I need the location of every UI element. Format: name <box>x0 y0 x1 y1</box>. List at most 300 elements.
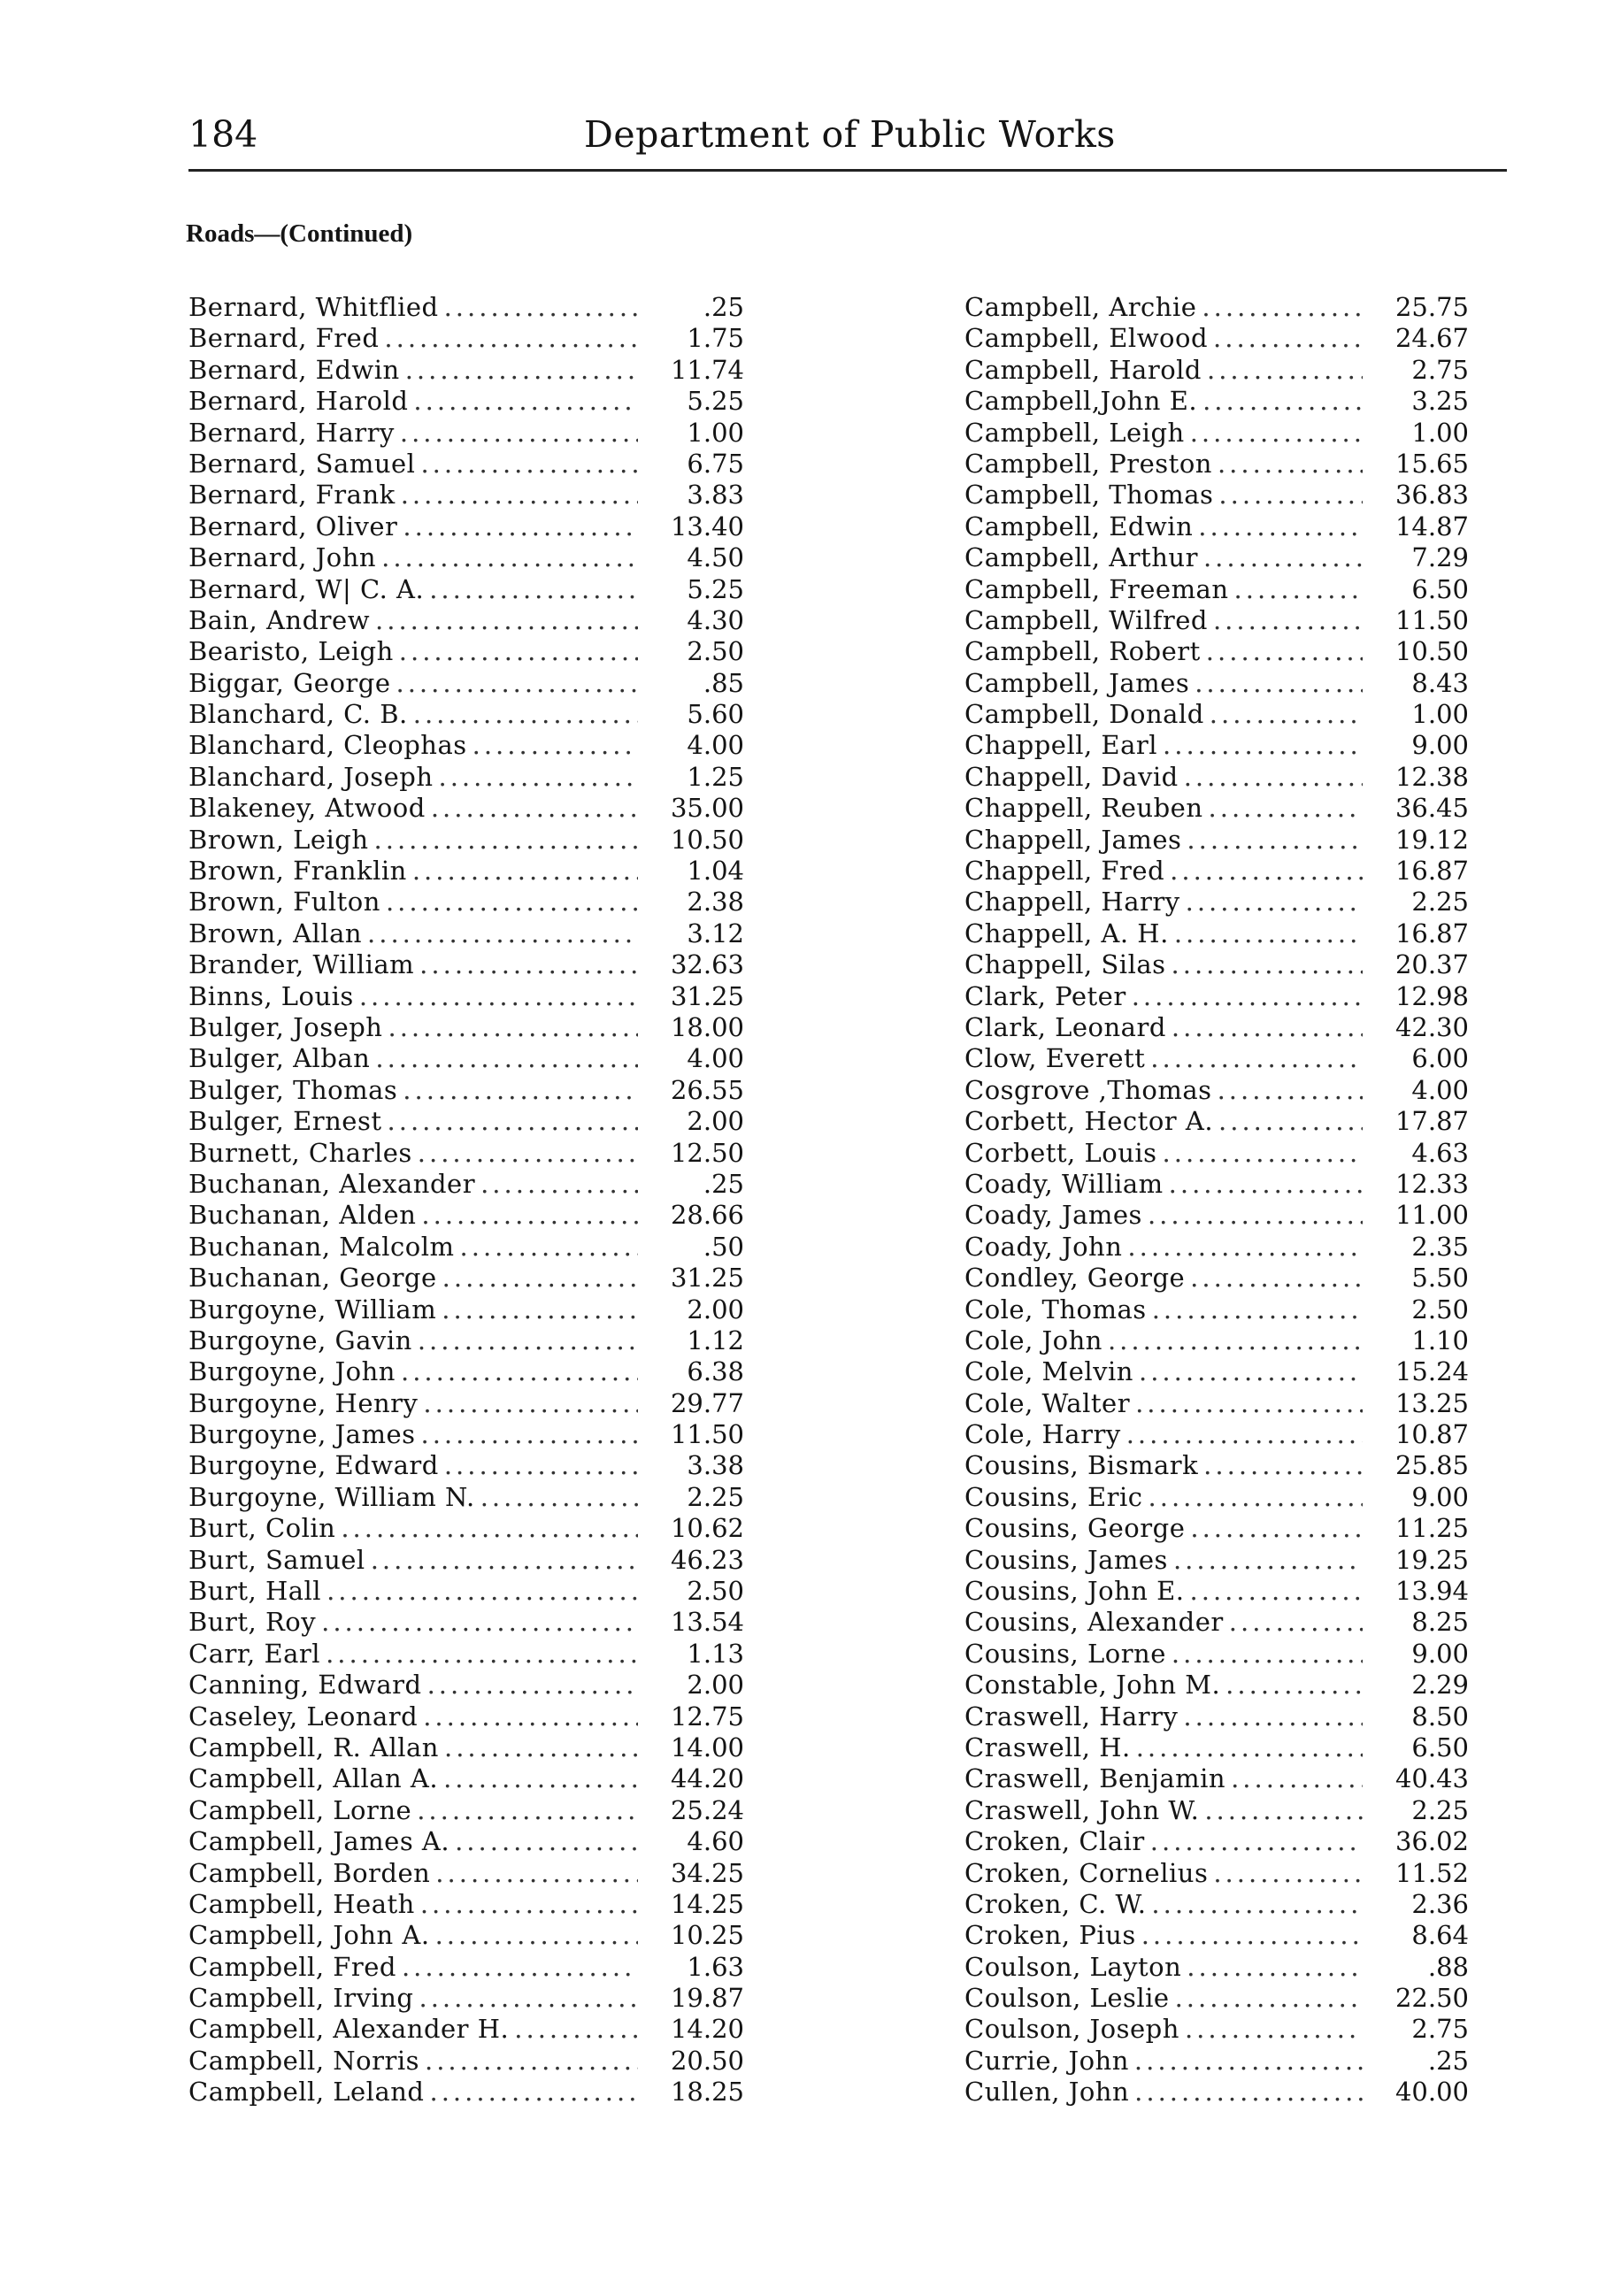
dot-leader <box>396 1356 638 1387</box>
list-item <box>964 1607 1469 1638</box>
list-item <box>964 636 1469 667</box>
list-item <box>188 418 744 449</box>
entry-name: Campbell, Archie <box>964 292 1197 322</box>
entry-amount: 31.25 <box>670 1263 744 1294</box>
entry-amount: 11.52 <box>1394 1857 1469 1888</box>
entry-amount: .88 <box>1427 1951 1469 1982</box>
dot-leader <box>416 1419 639 1450</box>
entry-name: Cousins, John E. <box>964 1576 1185 1607</box>
entry-name: Constable, John M. <box>964 1670 1221 1701</box>
entry-amount: 3.83 <box>687 480 744 511</box>
list-item <box>188 574 744 605</box>
list-item <box>188 699 744 730</box>
dot-leader <box>1169 918 1363 949</box>
dot-leader <box>1180 887 1363 918</box>
entry-amount: 6.38 <box>687 1356 744 1387</box>
dot-leader <box>370 605 638 636</box>
list-item <box>188 1513 744 1544</box>
entry-amount: 34.25 <box>670 1857 744 1888</box>
dot-leader <box>426 793 638 824</box>
entry-amount: 8.25 <box>1411 1607 1469 1638</box>
list-item <box>188 1701 744 1732</box>
entry-amount: 7.29 <box>1411 542 1469 573</box>
entry-name: Campbell, Irving <box>188 1983 414 2014</box>
entry-amount: 2.00 <box>687 1294 744 1325</box>
entry-amount: 4.63 <box>1411 1137 1469 1168</box>
list-item <box>188 1043 744 1074</box>
entry-amount: 1.25 <box>687 761 744 792</box>
entry-amount: 4.00 <box>1411 1074 1469 1105</box>
entry-amount: 10.50 <box>1394 636 1469 667</box>
page-number: 184 <box>188 113 258 156</box>
entry-name: Campbell, Allan A. <box>188 1763 439 1794</box>
dot-leader <box>407 856 638 887</box>
entry-amount: 1.75 <box>687 323 744 354</box>
dot-leader <box>1213 1106 1363 1137</box>
entry-name: Cousins, Bismark <box>964 1450 1199 1481</box>
dot-leader <box>1179 2014 1363 2045</box>
entry-name: Carr, Earl <box>188 1638 321 1669</box>
list-item <box>188 2046 744 2077</box>
list-item <box>964 856 1469 887</box>
entry-name: Cousins, James <box>964 1544 1168 1575</box>
dot-leader <box>365 1545 638 1576</box>
entry-name: Burt, Roy <box>188 1607 317 1638</box>
entry-amount: 1.63 <box>687 1951 744 1982</box>
dot-leader <box>418 1701 638 1732</box>
dot-leader <box>1166 1639 1363 1670</box>
list-item <box>964 1858 1469 1889</box>
list-item <box>188 1795 744 1826</box>
dot-leader <box>1197 386 1363 417</box>
entry-name: Bernard, Edwin <box>188 354 400 385</box>
entry-name: Campbell, Leigh <box>964 417 1185 448</box>
list-item <box>964 730 1469 761</box>
dot-leader <box>430 1858 638 1889</box>
entry-amount: 19.87 <box>670 1983 744 2014</box>
entry-amount: 2.29 <box>1411 1670 1469 1701</box>
list-item <box>964 323 1469 354</box>
list-item <box>964 605 1469 636</box>
dot-leader <box>1164 1169 1363 1200</box>
entry-amount: 6.00 <box>1411 1043 1469 1074</box>
entry-amount: 3.25 <box>1411 386 1469 417</box>
list-item <box>188 1419 744 1450</box>
entry-amount: .25 <box>1427 2045 1469 2076</box>
dot-leader <box>1168 1545 1363 1576</box>
list-item <box>188 1826 744 1857</box>
entry-amount: 5.50 <box>1411 1263 1469 1294</box>
dot-leader <box>424 2077 638 2108</box>
entry-amount: 1.00 <box>1411 699 1469 730</box>
entry-name: Chappell, Silas <box>964 949 1166 980</box>
list-item <box>188 2077 744 2108</box>
entry-name: Cole, John <box>964 1325 1102 1355</box>
entry-amount: 18.00 <box>670 1011 744 1042</box>
entry-name: Campbell, Harold <box>964 354 1202 385</box>
entry-name: Cole, Melvin <box>964 1356 1133 1387</box>
entry-name: Burgoyne, Gavin <box>188 1325 412 1355</box>
entry-name: Campbell, Freeman <box>964 573 1229 604</box>
entry-name: Croken, Cornelius <box>964 1857 1209 1888</box>
dot-leader <box>419 2046 638 2077</box>
dot-leader <box>1133 1356 1363 1387</box>
dot-leader <box>1178 1701 1363 1732</box>
list-item <box>188 511 744 542</box>
entry-amount: 19.25 <box>1394 1544 1469 1575</box>
list-item <box>188 542 744 573</box>
entry-name: Bulger, Joseph <box>188 1011 383 1042</box>
entry-name: Bernard, Harry <box>188 417 395 448</box>
list-item <box>964 1639 1469 1670</box>
list-item <box>964 918 1469 949</box>
list-item <box>964 1513 1469 1544</box>
left-column-list <box>188 292 744 2108</box>
dot-leader <box>1181 825 1363 856</box>
list-item <box>188 1169 744 1200</box>
list-item <box>188 1450 744 1481</box>
entry-name: Cousins, Alexander <box>964 1607 1224 1638</box>
dot-leader <box>1130 1388 1363 1419</box>
entry-name: Clow, Everett <box>964 1043 1146 1074</box>
entry-name: Campbell, Thomas <box>964 480 1214 511</box>
dot-leader <box>1126 981 1363 1012</box>
entry-amount: 1.04 <box>687 856 744 887</box>
entry-amount: 11.74 <box>670 354 744 385</box>
list-item <box>188 386 744 417</box>
list-item <box>964 1545 1469 1576</box>
entry-name: Clark, Peter <box>964 980 1126 1011</box>
entry-name: Brown, Allan <box>188 918 363 948</box>
list-item <box>188 856 744 887</box>
dot-leader <box>1212 1075 1363 1106</box>
list-item <box>188 1263 744 1294</box>
dot-leader <box>1203 793 1363 824</box>
dot-leader <box>1185 1576 1363 1607</box>
entry-amount: 2.75 <box>1411 2014 1469 2045</box>
entry-name: Campbell, Robert <box>964 636 1201 667</box>
list-item <box>964 480 1469 511</box>
dot-leader <box>354 981 638 1012</box>
entry-name: Burgoyne, William N. <box>188 1481 475 1512</box>
entry-amount: 28.66 <box>670 1200 744 1231</box>
dot-leader <box>509 2014 638 2045</box>
dot-leader <box>1146 1889 1363 1920</box>
list-item <box>188 949 744 980</box>
entry-name: Bernard, W| C. A. <box>188 573 425 604</box>
entry-name: Burgoyne, John <box>188 1356 396 1387</box>
dot-leader <box>1147 1294 1363 1325</box>
entry-amount: 8.50 <box>1411 1701 1469 1732</box>
entry-name: Campbell, Donald <box>964 699 1204 730</box>
entry-amount: 12.38 <box>1394 761 1469 792</box>
dot-leader <box>1212 449 1363 480</box>
list-item <box>964 1670 1469 1701</box>
entry-amount: 31.25 <box>670 980 744 1011</box>
entry-name: Bernard, Frank <box>188 480 396 511</box>
dot-leader <box>467 730 638 761</box>
dot-leader <box>1122 1232 1363 1263</box>
entry-amount: 1.10 <box>1411 1325 1469 1355</box>
list-item <box>964 668 1469 699</box>
list-item <box>188 1607 744 1638</box>
entry-amount: 11.50 <box>1394 604 1469 635</box>
section-title: Roads—(Continued) <box>186 219 413 248</box>
entry-name: Chappell, Fred <box>964 856 1165 887</box>
list-item <box>964 355 1469 386</box>
entry-name: Burgoyne, William <box>188 1294 437 1325</box>
dot-leader <box>379 323 638 354</box>
entry-amount: 13.25 <box>1394 1387 1469 1418</box>
dot-leader <box>376 542 638 573</box>
dot-leader <box>1196 292 1363 323</box>
dot-leader <box>382 1106 638 1137</box>
entry-name: Buchanan, George <box>188 1263 437 1294</box>
dot-leader <box>395 418 638 449</box>
dot-leader <box>1199 1795 1363 1826</box>
entry-amount: .25 <box>703 292 744 322</box>
entry-amount: 25.85 <box>1394 1450 1469 1481</box>
dot-leader <box>1208 1858 1363 1889</box>
list-item <box>964 1795 1469 1826</box>
dot-leader <box>1185 1263 1363 1294</box>
dot-leader <box>411 1795 638 1826</box>
dot-leader <box>321 1576 638 1607</box>
dot-leader <box>1198 542 1363 573</box>
entry-amount: 12.33 <box>1394 1168 1469 1199</box>
entry-name: Burt, Samuel <box>188 1544 365 1575</box>
entry-amount: 11.00 <box>1394 1200 1469 1231</box>
entry-name: Campbell, Norris <box>188 2045 419 2076</box>
dot-leader <box>370 1043 638 1074</box>
dot-leader <box>1224 1607 1363 1638</box>
entry-name: Campbell, Lorne <box>188 1794 412 1825</box>
dot-leader <box>1185 418 1363 449</box>
dot-leader <box>1157 1138 1363 1169</box>
list-item <box>964 542 1469 573</box>
entry-name: Brown, Fulton <box>188 887 380 918</box>
list-item <box>188 636 744 667</box>
entry-name: Campbell, Wilfred <box>964 604 1208 635</box>
dot-leader <box>430 1920 638 1951</box>
dot-leader <box>418 1388 638 1419</box>
entry-amount: 1.00 <box>1411 417 1469 448</box>
dot-leader <box>396 1952 638 1983</box>
list-item <box>188 1858 744 1889</box>
list-item <box>964 1075 1469 1106</box>
dot-leader <box>1145 1043 1363 1074</box>
entry-amount: 5.25 <box>687 573 744 604</box>
entry-name: Campbell, R. Allan <box>188 1732 439 1762</box>
entry-name: Bulger, Thomas <box>188 1074 398 1105</box>
list-item <box>964 1701 1469 1732</box>
entry-name: Campbell, James <box>964 667 1190 698</box>
dot-leader <box>382 1012 638 1043</box>
dot-leader <box>397 511 638 542</box>
list-item <box>964 1232 1469 1263</box>
dot-leader <box>1229 574 1363 605</box>
entry-amount: 2.75 <box>1411 354 1469 385</box>
entry-amount: 17.87 <box>1394 1106 1469 1137</box>
dot-leader <box>1129 2077 1363 2108</box>
list-item <box>964 2077 1469 2108</box>
entry-amount: 13.94 <box>1394 1576 1469 1607</box>
entry-amount: 4.00 <box>687 1043 744 1074</box>
list-item <box>188 1670 744 1701</box>
dot-leader <box>449 1826 638 1857</box>
entry-amount: 8.64 <box>1411 1920 1469 1951</box>
entry-name: Bernard, Whitflied <box>188 292 439 322</box>
entry-amount: 4.50 <box>687 542 744 573</box>
dot-leader <box>1220 1670 1363 1701</box>
list-item <box>188 1356 744 1387</box>
entry-name: Burgoyne, James <box>188 1419 416 1450</box>
entry-name: Chappell, Harry <box>964 887 1180 918</box>
entry-amount: 6.50 <box>1411 1732 1469 1762</box>
dot-leader <box>436 1294 638 1325</box>
dot-leader <box>1136 1920 1363 1951</box>
entry-amount: 10.25 <box>670 1920 744 1951</box>
list-item <box>964 949 1469 980</box>
entry-amount: 16.87 <box>1394 918 1469 948</box>
entry-name: Chappell, Earl <box>964 730 1158 761</box>
list-item <box>188 668 744 699</box>
list-item <box>188 1106 744 1137</box>
entry-name: Burt, Hall <box>188 1576 322 1607</box>
entry-amount: 13.54 <box>670 1607 744 1638</box>
entry-amount: 14.25 <box>670 1888 744 1919</box>
entry-amount: 4.30 <box>687 604 744 635</box>
dot-leader <box>369 825 638 856</box>
list-item <box>964 1920 1469 1951</box>
entry-amount: 36.02 <box>1394 1826 1469 1857</box>
list-item <box>964 793 1469 824</box>
entry-name: Burgoyne, Henry <box>188 1387 419 1418</box>
dot-leader <box>1225 1763 1363 1794</box>
dot-leader <box>1157 730 1363 761</box>
list-item <box>188 762 744 793</box>
entry-name: Campbell, Arthur <box>964 542 1198 573</box>
entry-name: Campbell, Edwin <box>964 511 1194 541</box>
list-item <box>188 1200 744 1231</box>
list-item <box>964 1576 1469 1607</box>
entry-name: Bernard, Harold <box>188 386 409 417</box>
dot-leader <box>1102 1325 1363 1356</box>
entry-amount: 8.43 <box>1411 667 1469 698</box>
list-item <box>188 1952 744 1983</box>
entry-amount: 2.50 <box>687 636 744 667</box>
page-title: Department of Public Works <box>584 113 1116 156</box>
list-item <box>964 762 1469 793</box>
list-item <box>964 1826 1469 1857</box>
dot-leader <box>1185 1513 1363 1544</box>
entry-name: Cousins, George <box>964 1513 1186 1544</box>
list-item <box>188 918 744 949</box>
list-item <box>964 1388 1469 1419</box>
list-item <box>964 1138 1469 1169</box>
list-item <box>964 1763 1469 1794</box>
entry-amount: 15.65 <box>1394 448 1469 479</box>
header-rule <box>188 169 1507 172</box>
list-item <box>188 1763 744 1794</box>
entry-amount: 12.50 <box>670 1137 744 1168</box>
entry-amount: 4.00 <box>687 730 744 761</box>
entry-name: Blakeney, Atwood <box>188 793 426 824</box>
list-item <box>188 355 744 386</box>
list-item <box>188 1138 744 1169</box>
entry-amount: 9.00 <box>1411 1481 1469 1512</box>
dot-leader <box>415 1889 638 1920</box>
entry-amount: 1.00 <box>687 417 744 448</box>
list-item <box>964 1482 1469 1513</box>
entry-amount: 2.25 <box>1411 887 1469 918</box>
list-item <box>188 825 744 856</box>
entry-name: Campbell, Leland <box>188 2077 425 2108</box>
entry-amount: 16.87 <box>1394 856 1469 887</box>
entry-name: Croken, Pius <box>964 1920 1136 1951</box>
dot-leader <box>1202 355 1363 386</box>
list-item <box>964 1012 1469 1043</box>
entry-amount: 4.60 <box>687 1826 744 1857</box>
dot-leader <box>396 480 638 511</box>
entry-amount: 29.77 <box>670 1387 744 1418</box>
entry-amount: 26.55 <box>670 1074 744 1105</box>
dot-leader <box>408 386 638 417</box>
list-item <box>188 1920 744 1951</box>
entry-name: Burgoyne, Edward <box>188 1450 439 1481</box>
entry-amount: 44.20 <box>670 1763 744 1794</box>
entry-name: Bearisto, Leigh <box>188 636 394 667</box>
entry-name: Blanchard, Joseph <box>188 761 434 792</box>
entry-name: Campbell, Fred <box>188 1951 396 1982</box>
entry-amount: 25.75 <box>1394 292 1469 322</box>
entry-amount: 2.25 <box>687 1481 744 1512</box>
list-item <box>188 480 744 511</box>
dot-leader <box>1145 1826 1363 1857</box>
entry-name: Campbell, James A. <box>188 1826 450 1857</box>
entry-amount: 10.50 <box>670 824 744 855</box>
list-item <box>964 1732 1469 1763</box>
list-item <box>188 1482 744 1513</box>
dot-leader <box>1131 1732 1363 1763</box>
list-item <box>188 981 744 1012</box>
entry-name: Coady, James <box>964 1200 1142 1231</box>
entry-name: Chappell, Reuben <box>964 793 1203 824</box>
entry-name: Coady, William <box>964 1168 1164 1199</box>
entry-amount: 40.43 <box>1394 1763 1469 1794</box>
dot-leader <box>320 1639 638 1670</box>
entry-name: Coulson, Joseph <box>964 2014 1179 2045</box>
entry-amount: 14.20 <box>670 2014 744 2045</box>
entry-name: Cousins, Lorne <box>964 1638 1166 1669</box>
entry-amount: 25.24 <box>670 1794 744 1825</box>
entry-name: Brown, Franklin <box>188 856 407 887</box>
list-item <box>188 1294 744 1325</box>
entry-name: Croken, C. W. <box>964 1888 1147 1919</box>
entry-name: Brown, Leigh <box>188 824 369 855</box>
entry-name: Campbell, Alexander H. <box>188 2014 510 2045</box>
entry-amount: 1.12 <box>687 1325 744 1355</box>
entry-amount: 35.00 <box>670 793 744 824</box>
list-item <box>964 1263 1469 1294</box>
entry-name: Canning, Edward <box>188 1670 422 1701</box>
entry-name: Craswell, Benjamin <box>964 1763 1226 1794</box>
list-item <box>188 1075 744 1106</box>
list-item <box>964 1200 1469 1231</box>
dot-leader <box>400 355 638 386</box>
entry-name: Buchanan, Alexander <box>188 1168 476 1199</box>
entry-amount: 6.50 <box>1411 573 1469 604</box>
